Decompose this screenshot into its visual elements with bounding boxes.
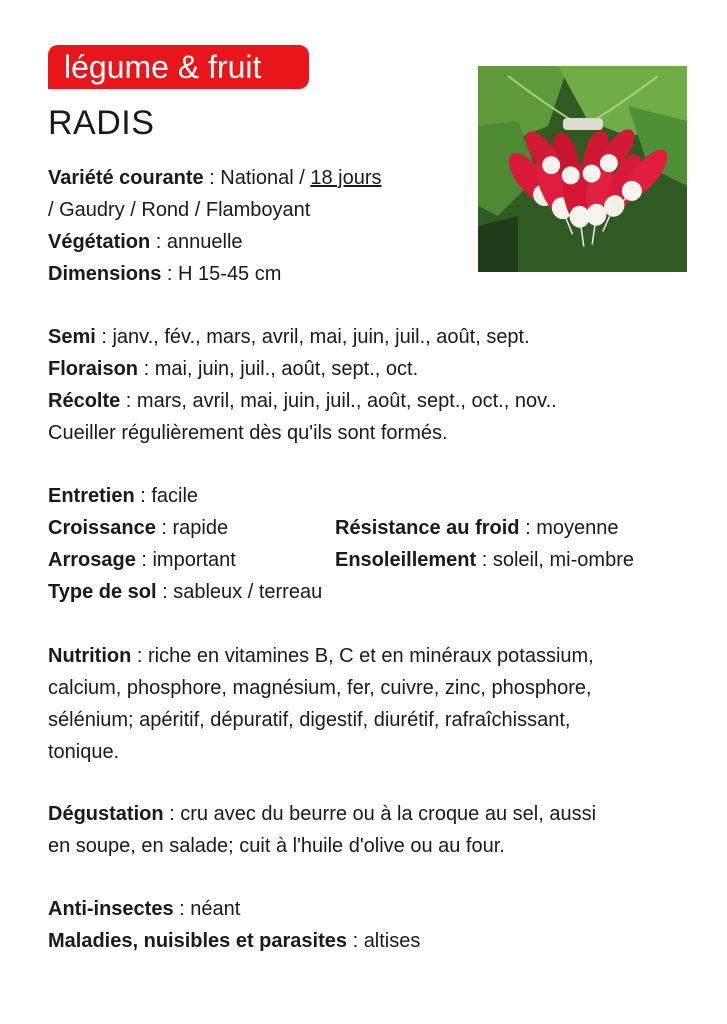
growth-value: rapide [172, 517, 229, 539]
sowing-label: Semi [48, 326, 96, 348]
nutrition-text: tonique. [48, 741, 120, 763]
growth-label: Croissance [48, 517, 156, 539]
insects-value: néant [190, 898, 241, 920]
page-title: RADIS [48, 104, 155, 142]
nutrition-line [48, 643, 594, 669]
watering-line [48, 547, 236, 573]
cold-resistance-label: Résistance au froid [335, 517, 520, 539]
tasting-text: en soupe, en salade; cuit à l'huile d'olive ou au four. [48, 835, 505, 857]
insects-label: Anti-insectes [48, 898, 174, 920]
variety-line [48, 165, 382, 191]
sunlight-line [335, 547, 634, 573]
sowing-line [48, 324, 530, 350]
nutrition-text: calcium, phosphore, magnésium, fer, cuivre, zinc, phosphore, [48, 677, 592, 699]
harvest-note: Cueiller régulièrement dès qu'ils sont formés. [48, 422, 448, 444]
growth-line [48, 515, 228, 541]
vegetation-value: annuelle [166, 231, 243, 253]
separator: : [173, 898, 191, 920]
soil-label: Type de sol [48, 581, 157, 603]
tasting-line [48, 801, 596, 827]
cold-resistance-line [335, 515, 618, 541]
flowering-value: mai, juin, juil., août, sept., oct. [154, 358, 419, 380]
harvest-label: Récolte [48, 390, 121, 412]
diseases-line [48, 928, 420, 954]
separator: : [134, 485, 152, 507]
separator: : [203, 167, 221, 189]
maintenance-value: facile [151, 485, 199, 507]
nutrition-label: Nutrition [48, 645, 132, 667]
soil-value: sableux / terreau [173, 581, 323, 603]
dimensions-line [48, 261, 281, 287]
tasting-label: Dégustation [48, 803, 164, 825]
harvest-value: mars, avril, mai, juin, juil., août, sept., oct., nov.. [136, 390, 557, 412]
vegetation-label: Végétation [48, 231, 151, 253]
separator: : [95, 326, 113, 348]
separator: : [163, 803, 181, 825]
sunlight-label: Ensoleillement [335, 549, 477, 571]
nutrition-text: sélénium; apéritif, dépuratif, digestif, diurétif, rafraîchissant, [48, 709, 571, 731]
dimensions-label: Dimensions [48, 263, 162, 285]
variety-value: / Gaudry / Rond / Flamboyant [48, 199, 311, 221]
category-badge: légume & fruit [48, 45, 309, 89]
separator: : [476, 549, 493, 571]
separator: : [135, 549, 153, 571]
diseases-label: Maladies, nuisibles et parasites [48, 930, 348, 952]
variety-label: Variété courante [48, 167, 204, 189]
variety-value: National / [220, 167, 311, 189]
variety-link[interactable]: 18 jours [310, 167, 382, 189]
dimensions-value: H 15-45 cm [178, 263, 282, 285]
tasting-text: cru avec du beurre ou à la croque au sel, aussi [180, 803, 597, 825]
sunlight-value: soleil, mi-ombre [492, 549, 634, 571]
soil-line [48, 579, 322, 605]
radish-bunch-photo [478, 66, 687, 272]
flowering-label: Floraison [48, 358, 139, 380]
separator: : [120, 390, 137, 412]
separator: : [161, 263, 179, 285]
separator: : [155, 517, 173, 539]
separator: : [150, 231, 167, 253]
watering-value: important [152, 549, 236, 571]
maintenance-line [48, 483, 198, 509]
cold-resistance-value: moyenne [536, 517, 619, 539]
watering-label: Arrosage [48, 549, 136, 571]
vegetation-line [48, 229, 243, 255]
maintenance-label: Entretien [48, 485, 135, 507]
diseases-value: altises [363, 930, 421, 952]
separator: : [519, 517, 537, 539]
separator: : [138, 358, 155, 380]
sowing-value: janv., fév., mars, avril, mai, juin, juil., août, sept. [112, 326, 530, 348]
variety-line-continued [48, 197, 310, 223]
separator: : [347, 930, 364, 952]
separator: : [156, 581, 174, 603]
separator: : [131, 645, 148, 667]
insects-line [48, 896, 240, 922]
nutrition-text: riche en vitamines B, C et en minéraux potassium, [147, 645, 594, 667]
flowering-line [48, 356, 418, 382]
harvest-line [48, 388, 557, 414]
